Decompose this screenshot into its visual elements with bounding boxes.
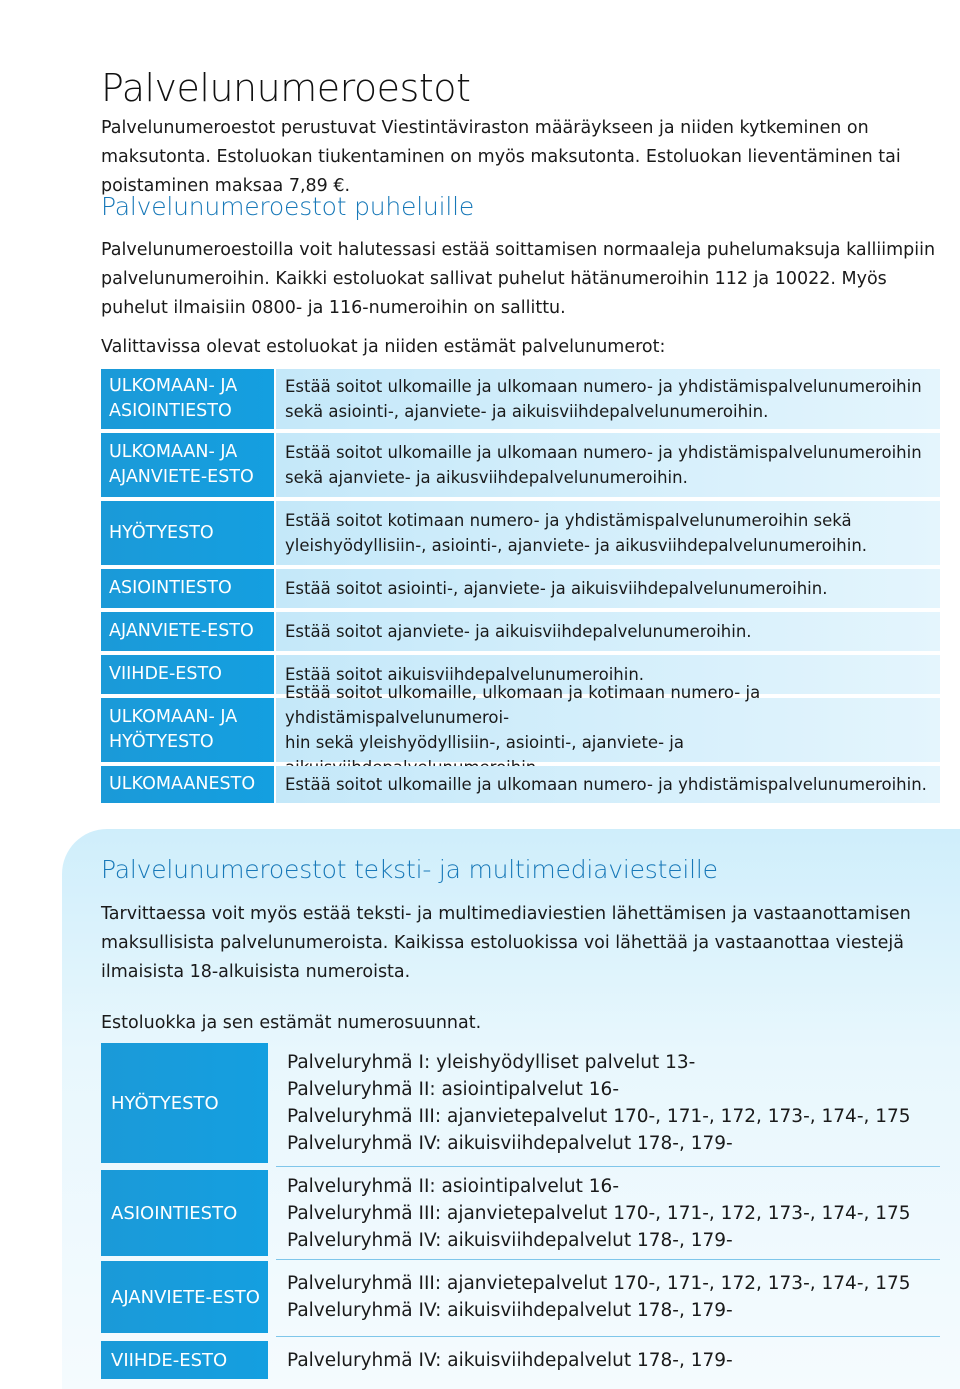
table-row — [101, 501, 940, 565]
block-class-name: HYÖTYESTO — [101, 501, 274, 565]
block-class-description: Estää soitot ulkomaille, ulkomaan ja kotimaan numero- ja yhdistämispalvelunumeroi- hin sekä yleishyödyllisiin-, asiointi-, ajanviete- ja — [276, 698, 940, 762]
block-class-numbers: Palveluryhmä III: ajanvietepalvelut 170-, 171-, 172, 173-, 174-, 175 Palveluryhmä IV: aikuisviihdepalvelut 178-, 179- — [287, 1273, 911, 1321]
table-row — [101, 433, 940, 497]
table-row — [101, 1043, 940, 1163]
block-class-numbers: Palveluryhmä IV: aikuisviihdepalvelut 178-, 179- — [287, 1349, 733, 1371]
table-row — [101, 683, 940, 762]
block-class-numbers: Palveluryhmä II: asiointipalvelut 16- Palveluryhmä III: ajanvietepalvelut 170-, 171-, 172, 173-, 174-, 175 Palveluryhmä IV: aikuisviihdepalvelut 178-, 179- — [287, 1175, 911, 1251]
block-class-description: Estää soitot ulkomaille ja ulkomaan numero- ja yhdistämispalvelunumeroihin. — [276, 766, 940, 803]
table-row — [101, 766, 940, 803]
row-divider — [276, 1166, 940, 1167]
row-divider — [276, 1336, 940, 1337]
block-class-name: ULKOMAAN- JA ASIOINTIESTO — [101, 369, 274, 429]
table-row — [101, 612, 940, 651]
block-class-description: Estää soitot asiointi-, ajanviete- ja aikuisviihdepalvelunumeroihin. — [276, 569, 940, 608]
table-row — [101, 569, 940, 608]
block-class-description: Estää soitot ulkomaille ja ulkomaan numero- ja yhdistämispalvelunumeroihin sekä asiointi-, ajanviete- ja aikuisviihdepalvelunumeroihin. — [276, 369, 940, 429]
block-class-name: VIIHDE-ESTO — [101, 655, 274, 694]
table-row — [101, 369, 940, 429]
block-class-description: Estää soitot aikuisviihdepalvelunumeroihin. — [276, 655, 940, 694]
block-class-numbers: Palveluryhmä I: yleishyödylliset palvelut 13- Palveluryhmä II: asiointipalvelut 16- Palveluryhmä III: ajanvietepalvelut 170-, 171-, 172, 173-, 174-, 175 Palveluryhmä IV: aikuisviihdepalvelut 178-, 179- — [287, 1052, 911, 1154]
calls-section-body: Palvelunumeroestoilla voit halutessasi estää soittamisen normaaleja puhelumaksuja kalliimpiin palvelunumeroihin. Kaikki estoluokat sallivat puhelut hätänumeroihin 112 ja 10022. Myös puhelut ilmaisiin 0800- ja 116-numeroihin on sallittu. — [101, 240, 936, 318]
intro-paragraph: Palvelunumeroestot perustuvat Viestintäviraston määräykseen ja niiden kytkeminen on maksutonta. Estoluokan tiukentaminen on myös maksutonta. Estoluokan lieventäminen tai poistaminen maksaa 7,89 €. — [101, 118, 901, 196]
table-row — [101, 1341, 940, 1379]
block-class-name: ASIOINTIESTO — [101, 1170, 268, 1256]
table-row — [101, 1170, 940, 1256]
table-row — [101, 1261, 940, 1333]
page-title: Palvelunumeroestot — [101, 66, 471, 110]
row-divider — [276, 1259, 940, 1260]
calls-section-title: Palvelunumeroestot puheluille — [101, 192, 475, 221]
block-class-name: HYÖTYESTO — [101, 1043, 268, 1163]
block-class-name: VIIHDE-ESTO — [101, 1341, 268, 1379]
block-class-name: ASIOINTIESTO — [101, 569, 274, 608]
block-class-name: ULKOMAANESTO — [101, 766, 274, 803]
block-class-name: ULKOMAAN- JA HYÖTYESTO — [101, 698, 274, 762]
block-class-name: AJANVIETE-ESTO — [101, 1261, 268, 1333]
messages-table-intro: Estoluokka ja sen estämät numerosuunnat. — [101, 1013, 482, 1033]
messages-section-body: Tarvittaessa voit myös estää teksti- ja multimediaviestien lähettämisen ja vastaanottamisen maksullisista palvelunumeroista. Kaikissa estoluokissa voi lähettää ja vastaanottaa viestejä ilmaisista 18-alkuisista numeroista. — [101, 904, 911, 982]
block-class-description: Estää soitot kotimaan numero- ja yhdistämispalvelunumeroihin sekä yleishyödyllisiin-, asiointi-, ajanviete- ja aikusviihdepalvelunumeroihin. — [276, 501, 940, 565]
messages-section-title: Palvelunumeroestot teksti- ja multimediaviesteille — [101, 855, 718, 884]
block-class-description: Estää soitot ajanviete- ja aikuisviihdepalvelunumeroihin. — [276, 612, 940, 651]
block-class-name: ULKOMAAN- JA AJANVIETE-ESTO — [101, 433, 274, 497]
block-class-name: AJANVIETE-ESTO — [101, 612, 274, 651]
calls-table-intro: Valittavissa olevat estoluokat ja niiden estämät palvelunumerot: — [101, 337, 666, 357]
block-class-description: Estää soitot ulkomaille ja ulkomaan numero- ja yhdistämispalvelunumeroihin sekä ajanviete- ja aikusviihdepalvelunumeroihin. — [276, 433, 940, 497]
